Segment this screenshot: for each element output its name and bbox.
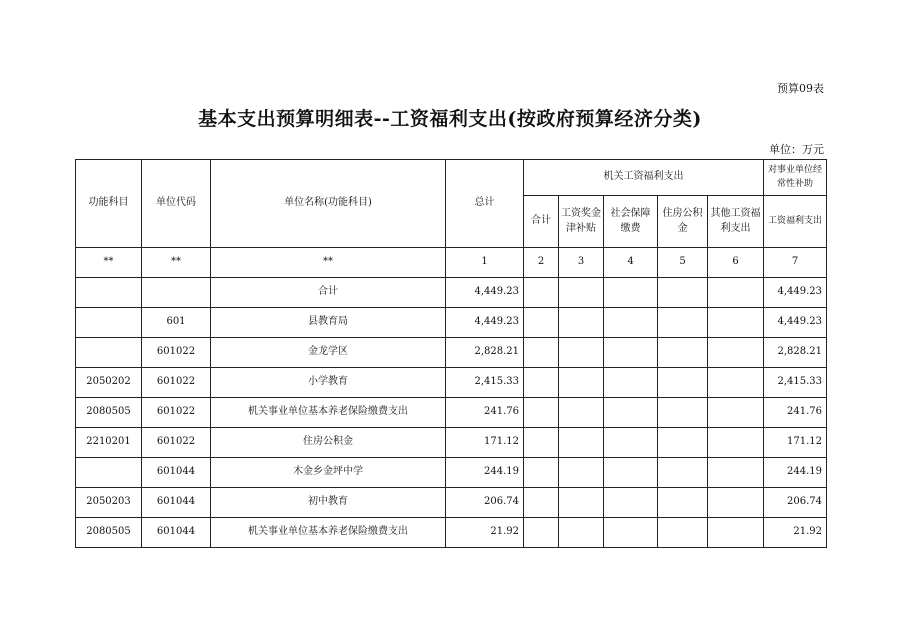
col-header-social-insurance: 社会保障缴费 (604, 196, 658, 248)
cell-wage-bonus (559, 278, 604, 308)
table-row (76, 368, 827, 398)
cell-wage-bonus (559, 428, 604, 458)
cell-subtotal (524, 278, 559, 308)
col-header-inst-wage: 工资福利支出 (764, 196, 827, 248)
cell-subtotal (524, 338, 559, 368)
cell-social-insurance (604, 458, 658, 488)
cell-unit-code: 601022 (142, 398, 211, 428)
cell-inst-wage: 244.19 (764, 458, 827, 488)
cell-total: 21.92 (446, 518, 524, 548)
col-header-unit-code: 单位代码 (142, 160, 211, 248)
cell-subtotal (524, 488, 559, 518)
page-title: 基本支出预算明细表--工资福利支出(按政府预算经济分类) (198, 108, 702, 130)
table-row (76, 458, 827, 488)
cell-social-insurance (604, 488, 658, 518)
col-header-unit-name: 单位名称(功能科目) (211, 160, 446, 248)
table-row (76, 398, 827, 428)
cell-unit-code: 601022 (142, 338, 211, 368)
cell-total: 2,828.21 (446, 338, 524, 368)
cell-func-subject (76, 278, 142, 308)
cell-inst-wage: 206.74 (764, 488, 827, 518)
cell-inst-wage: 2,415.33 (764, 368, 827, 398)
col-header-housing-fund: 住房公积金 (658, 196, 708, 248)
cell-unit-name: 机关事业单位基本养老保险缴费支出 (211, 398, 446, 428)
cell-other-wage (708, 428, 764, 458)
cell-func-subject (76, 338, 142, 368)
index-cell: 4 (604, 248, 658, 278)
cell-social-insurance (604, 278, 658, 308)
cell-func-subject: 2050202 (76, 368, 142, 398)
cell-unit-name: 小学教育 (211, 368, 446, 398)
index-cell: 5 (658, 248, 708, 278)
cell-housing-fund (658, 458, 708, 488)
cell-inst-wage: 4,449.23 (764, 278, 827, 308)
cell-unit-name: 金龙学区 (211, 338, 446, 368)
cell-subtotal (524, 458, 559, 488)
index-cell: 1 (446, 248, 524, 278)
cell-housing-fund (658, 278, 708, 308)
cell-unit-name: 住房公积金 (211, 428, 446, 458)
cell-unit-name: 县教育局 (211, 308, 446, 338)
index-cell: 3 (559, 248, 604, 278)
cell-subtotal (524, 368, 559, 398)
cell-subtotal (524, 518, 559, 548)
cell-wage-bonus (559, 518, 604, 548)
cell-unit-name: 初中教育 (211, 488, 446, 518)
cell-total: 241.76 (446, 398, 524, 428)
col-group-inst-subsidy: 对事业单位经常性补助 (764, 160, 827, 196)
cell-other-wage (708, 488, 764, 518)
cell-inst-wage: 2,828.21 (764, 338, 827, 368)
budget-table (75, 159, 827, 548)
cell-other-wage (708, 308, 764, 338)
cell-wage-bonus (559, 458, 604, 488)
cell-social-insurance (604, 308, 658, 338)
index-row (76, 248, 827, 278)
cell-wage-bonus (559, 368, 604, 398)
cell-subtotal (524, 398, 559, 428)
cell-total: 244.19 (446, 458, 524, 488)
cell-social-insurance (604, 518, 658, 548)
cell-housing-fund (658, 488, 708, 518)
cell-wage-bonus (559, 338, 604, 368)
cell-inst-wage: 4,449.23 (764, 308, 827, 338)
table-row (76, 278, 827, 308)
cell-housing-fund (658, 398, 708, 428)
cell-func-subject: 2210201 (76, 428, 142, 458)
index-cell: 6 (708, 248, 764, 278)
cell-housing-fund (658, 368, 708, 398)
cell-total: 4,449.23 (446, 278, 524, 308)
cell-subtotal (524, 428, 559, 458)
table-row (76, 338, 827, 368)
cell-other-wage (708, 338, 764, 368)
cell-unit-code: 601 (142, 308, 211, 338)
cell-func-subject: 2080505 (76, 398, 142, 428)
index-cell: ** (142, 248, 211, 278)
cell-housing-fund (658, 518, 708, 548)
cell-unit-code: 601044 (142, 458, 211, 488)
header-row-1 (76, 160, 827, 196)
cell-unit-name: 木金乡金坪中学 (211, 458, 446, 488)
cell-inst-wage: 241.76 (764, 398, 827, 428)
index-cell: ** (211, 248, 446, 278)
col-header-wage-bonus: 工资奖金津补贴 (559, 196, 604, 248)
cell-social-insurance (604, 398, 658, 428)
cell-unit-code: 601022 (142, 428, 211, 458)
cell-total: 2,415.33 (446, 368, 524, 398)
cell-social-insurance (604, 368, 658, 398)
cell-func-subject (76, 458, 142, 488)
cell-wage-bonus (559, 398, 604, 428)
table-row (76, 488, 827, 518)
cell-unit-code: 601044 (142, 518, 211, 548)
cell-unit-name: 机关事业单位基本养老保险缴费支出 (211, 518, 446, 548)
cell-other-wage (708, 368, 764, 398)
cell-func-subject: 2080505 (76, 518, 142, 548)
cell-total: 4,449.23 (446, 308, 524, 338)
col-header-total: 总计 (446, 160, 524, 248)
cell-total: 206.74 (446, 488, 524, 518)
cell-housing-fund (658, 428, 708, 458)
table-row (76, 428, 827, 458)
cell-other-wage (708, 458, 764, 488)
index-cell: 2 (524, 248, 559, 278)
table-row (76, 308, 827, 338)
cell-total: 171.12 (446, 428, 524, 458)
col-group-org-wage: 机关工资福利支出 (524, 160, 764, 196)
cell-housing-fund (658, 338, 708, 368)
cell-other-wage (708, 278, 764, 308)
cell-func-subject: 2050203 (76, 488, 142, 518)
cell-social-insurance (604, 338, 658, 368)
cell-other-wage (708, 398, 764, 428)
index-cell: ** (76, 248, 142, 278)
unit-label: 单位：万元 (769, 143, 824, 156)
cell-inst-wage: 21.92 (764, 518, 827, 548)
cell-inst-wage: 171.12 (764, 428, 827, 458)
cell-housing-fund (658, 308, 708, 338)
cell-func-subject (76, 308, 142, 338)
cell-subtotal (524, 308, 559, 338)
cell-social-insurance (604, 428, 658, 458)
table-number: 预算09表 (777, 82, 824, 95)
cell-unit-code: 601022 (142, 368, 211, 398)
table-row (76, 518, 827, 548)
index-cell: 7 (764, 248, 827, 278)
col-header-subtotal: 合计 (524, 196, 559, 248)
col-header-func-subject: 功能科目 (76, 160, 142, 248)
cell-other-wage (708, 518, 764, 548)
cell-unit-code (142, 278, 211, 308)
cell-unit-name: 合计 (211, 278, 446, 308)
cell-wage-bonus (559, 488, 604, 518)
cell-wage-bonus (559, 308, 604, 338)
col-header-other-wage: 其他工资福利支出 (708, 196, 764, 248)
cell-unit-code: 601044 (142, 488, 211, 518)
